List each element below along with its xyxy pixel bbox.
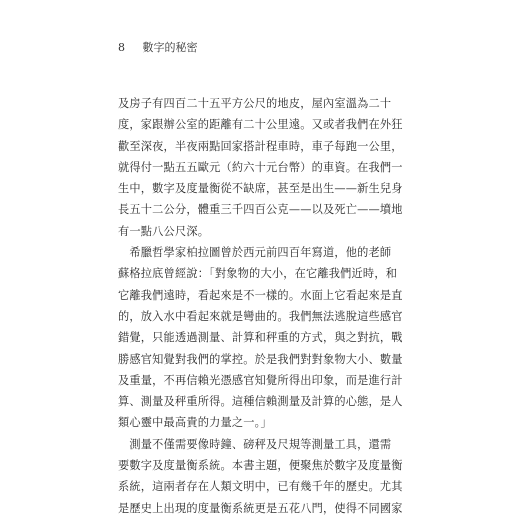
text-line: 類心靈中最高貴的力量之一。」 <box>118 416 272 430</box>
text-line: 有一點八公尺深。 <box>118 224 210 238</box>
body-text <box>118 93 408 519</box>
text-line: 它離我們遠時，看起來是不一樣的。水面上它看起來是直 <box>118 288 403 302</box>
text-line: 就得付一點五五歐元（約六十元台幣）的車資。在我們一 <box>118 160 403 174</box>
text-line: 系統，這兩者存在人類文明中，已有幾千年的歷史。尤其 <box>118 480 403 494</box>
text-line: 歡至深夜，半夜兩點回家搭計程車時，車子每跑一公里， <box>118 139 403 153</box>
text-line: 錯覺，只能透過測量、計算和秤重的方式，與之對抗，戰 <box>118 331 403 345</box>
text-line: 算、測量及秤重所得。這種信賴測量及計算的心態，是人 <box>118 395 403 409</box>
text-line: 蘇格拉底曾經說：「對象物的大小，在它離我們近時，和 <box>118 267 398 281</box>
text-line: 要數字及度量衡系統。本書主題，便聚焦於數字及度量衡 <box>118 459 403 473</box>
text-line: 勝感官知覺對我們的掌控。於是我們對對象物大小、數量 <box>118 352 403 366</box>
text-line: 生中，數字及度量衡從不缺席，甚至是出生——新生兒身 <box>118 182 403 196</box>
text-line: 及房子有四百二十五平方公尺的地皮，屋內室溫為二十 <box>118 97 392 110</box>
text-line: 的，放入水中看起來就是彎曲的。我們無法逃脫這些感官 <box>118 309 403 323</box>
paragraph <box>118 434 408 519</box>
page-number: 8 <box>118 41 125 54</box>
paragraph <box>118 93 408 242</box>
text-line: 是歷史上出現的度量衡系統更是五花八門，使得不同國家 <box>118 501 403 515</box>
text-line: 度，家跟辦公室的距離有二十公里遠。又或者我們在外狂 <box>118 118 403 132</box>
running-title: 數字的秘密 <box>142 41 198 54</box>
text-line: 測量不僅需要像時鐘、磅秤及尺規等測量工具，還需 <box>118 437 392 451</box>
text-line: 希臘哲學家柏拉圖曾於西元前四百年寫道，他的老師 <box>118 246 392 260</box>
running-header <box>118 41 198 55</box>
text-line: 長五十二公分，體重三千四百公克——以及死亡——墳地 <box>118 203 403 217</box>
paragraph <box>118 242 408 434</box>
text-line: 及重量，不再信賴光憑感官知覺所得出印象，而是進行計 <box>118 373 403 387</box>
